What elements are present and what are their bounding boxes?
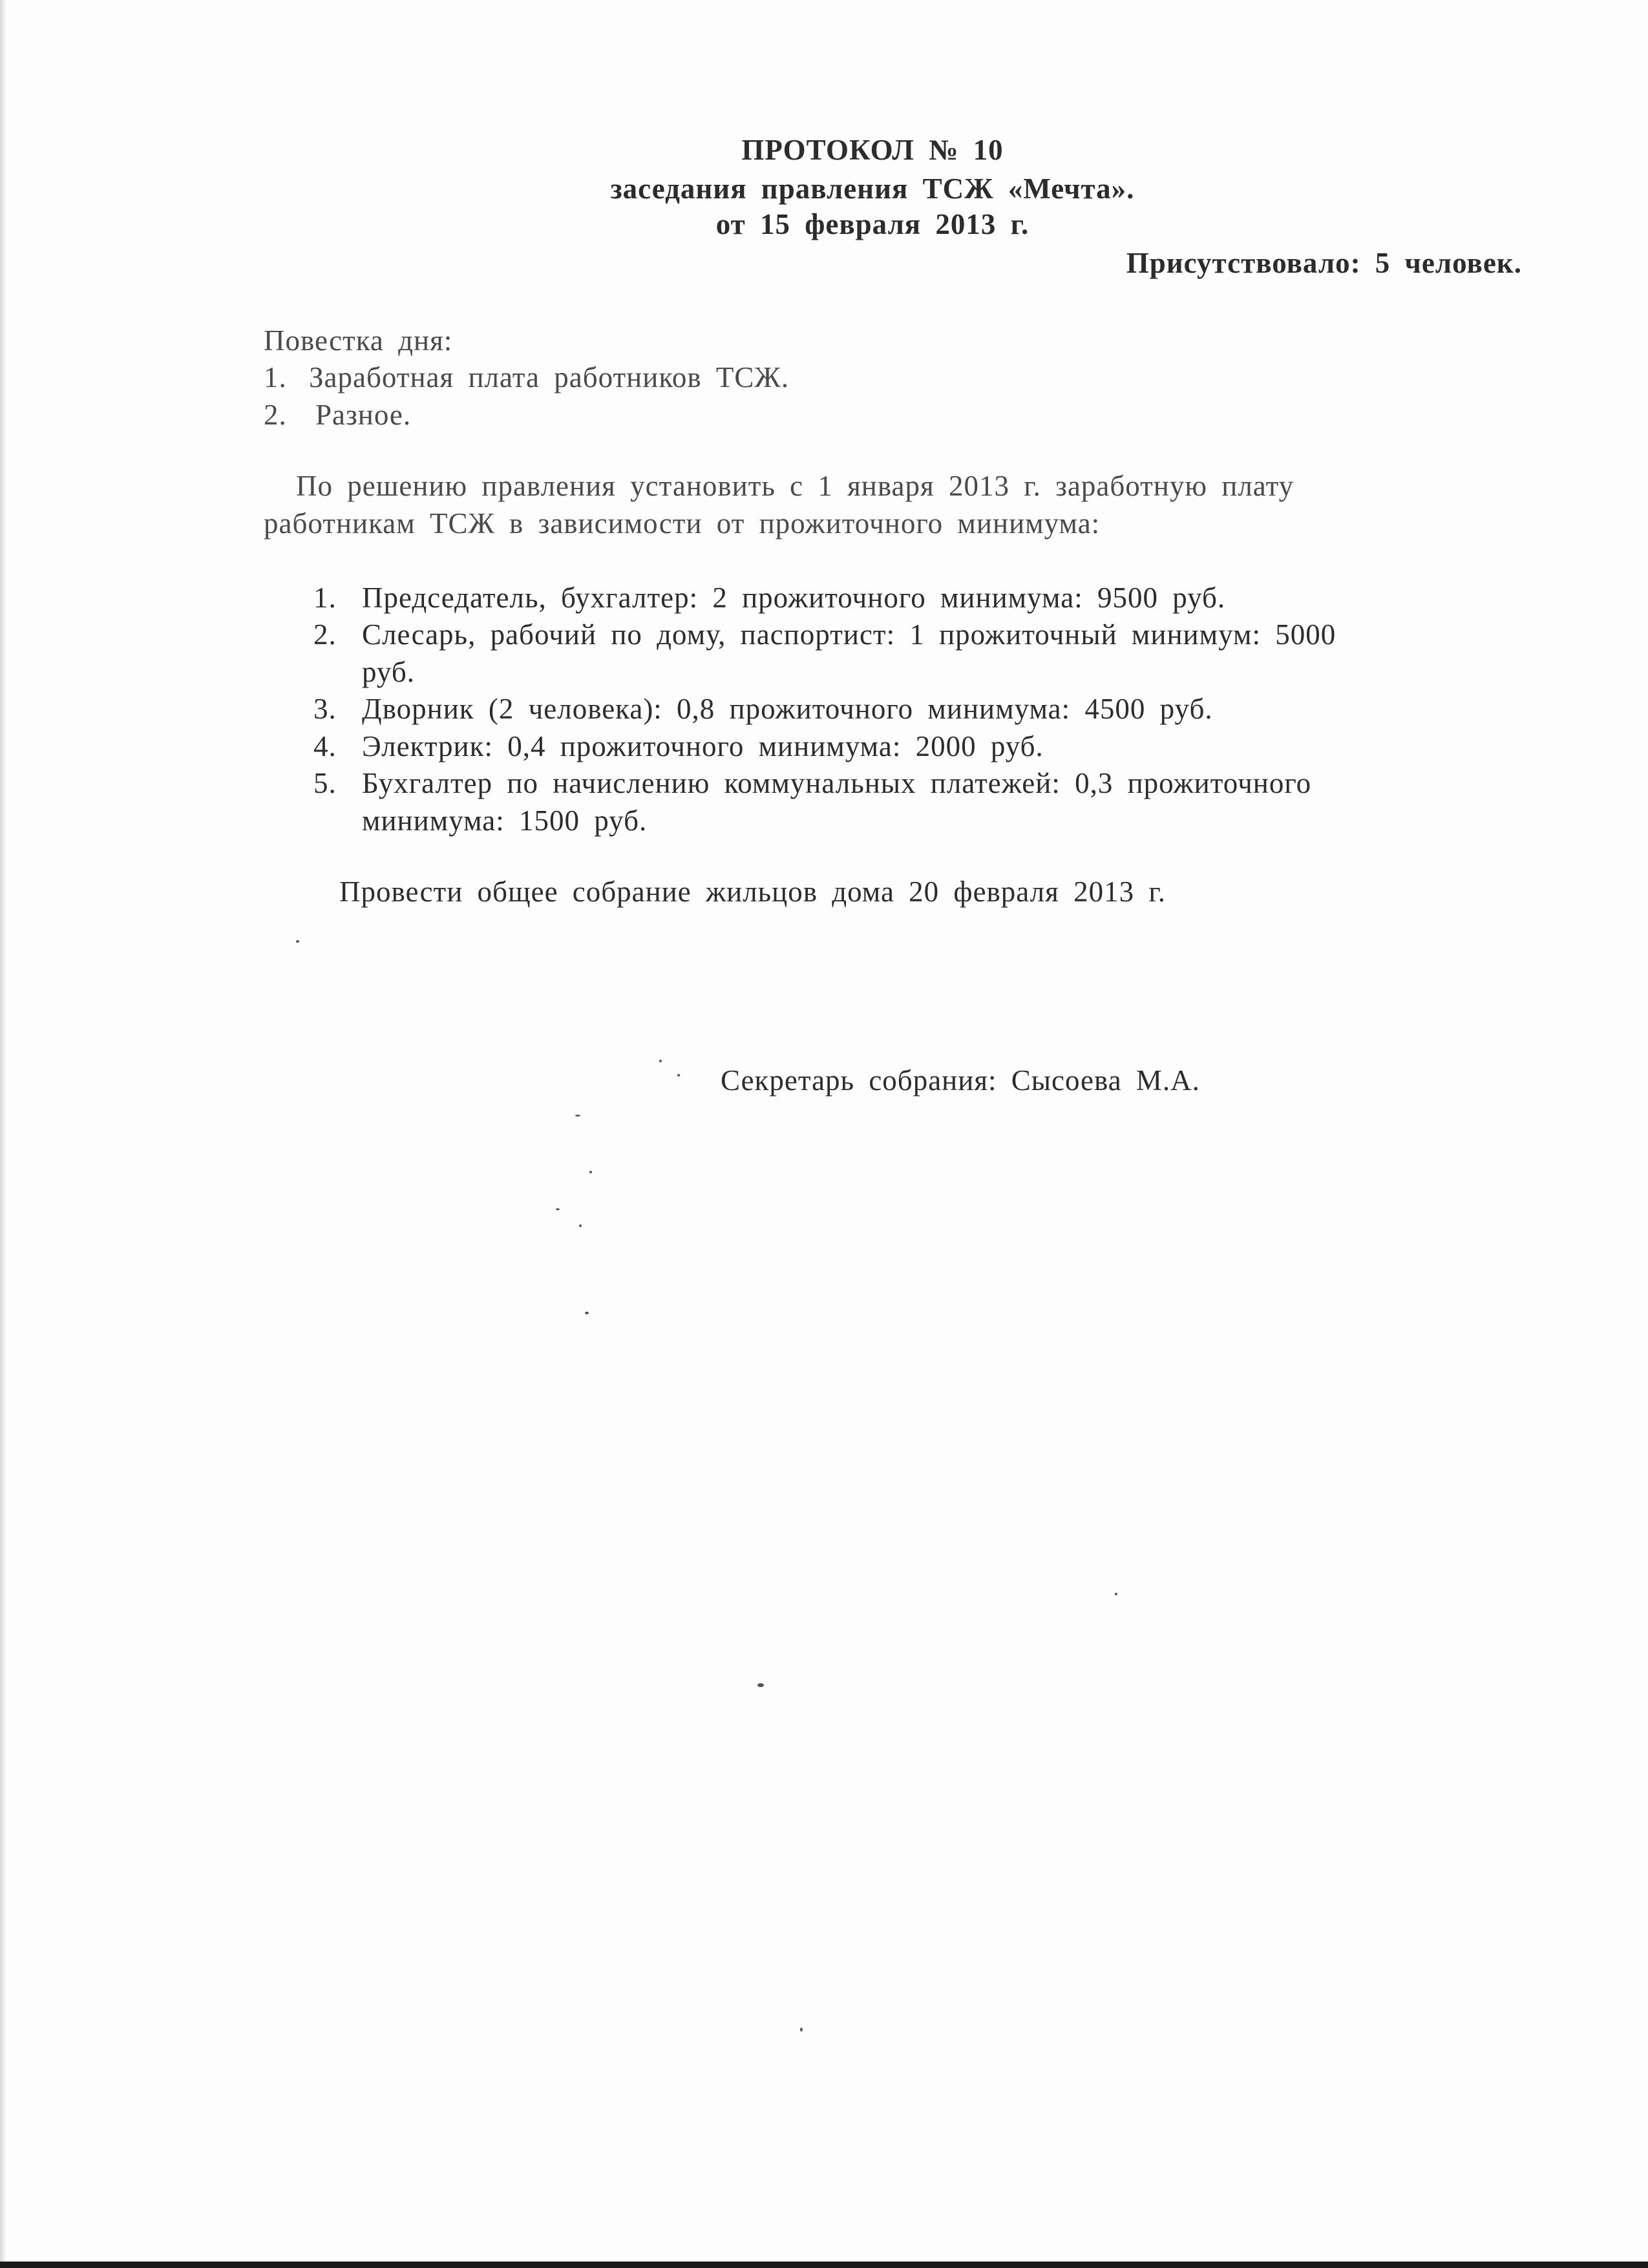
scan-speck: [677, 1074, 680, 1076]
agenda-item-text: Разное.: [315, 399, 412, 431]
scan-speck: [579, 1224, 582, 1227]
salary-item-text: Слесарь, рабочий по дому, паспортист: 1 прожиточный минимум: 5000: [362, 618, 1336, 651]
salary-item-number: 5.: [313, 767, 337, 799]
scan-speck: [589, 1171, 592, 1173]
salary-item-text: Электрик: 0,4 прожиточного минимума: 2000 руб.: [362, 730, 1044, 762]
general-meeting-line: Провести общее собрание жильцов дома 20 февраля 2013 г.: [339, 876, 1166, 908]
scan-speck: [556, 1208, 560, 1210]
decision-line-1: По решению правления установить с 1 января 2013 г. заработную плату: [296, 470, 1294, 502]
scan-speck: [575, 1115, 580, 1117]
scan-speck: [659, 1060, 662, 1062]
decision-line-2: работникам ТСЖ в зависимости от прожиточного минимума:: [264, 507, 1101, 540]
secretary-signature: Секретарь собрания: Сысоева М.А.: [721, 1064, 1200, 1097]
scan-edge-bottom: [0, 2262, 1648, 2268]
salary-item-number: 1.: [313, 582, 337, 614]
salary-item-text: Бухгалтер по начислению коммунальных платежей: 0,3 прожиточного: [362, 767, 1312, 799]
salary-item-text-continued: руб.: [362, 656, 415, 688]
agenda-item-text: Заработная плата работников ТСЖ.: [309, 361, 789, 394]
attendance-line: Присутствовало: 5 человек.: [1126, 247, 1522, 279]
scan-speck: [1115, 1593, 1117, 1595]
scan-speck: [757, 1683, 764, 1687]
salary-item-number: 4.: [313, 730, 337, 762]
scan-speck: [800, 2028, 803, 2032]
salary-item-text-continued: минимума: 1500 руб.: [362, 804, 648, 837]
agenda-heading: Повестка дня:: [264, 324, 453, 357]
scan-edge-left: [0, 0, 6, 2268]
protocol-subtitle: заседания правления ТСЖ «Мечта».: [610, 173, 1135, 205]
protocol-date: от 15 февраля 2013 г.: [715, 208, 1030, 240]
salary-item-number: 3.: [313, 693, 337, 725]
salary-item-number: 2.: [313, 618, 337, 651]
salary-item-text: Председатель, бухгалтер: 2 прожиточного минимума: 9500 руб.: [362, 582, 1226, 614]
scan-speck: [296, 940, 299, 943]
scan-speck: [585, 1312, 589, 1314]
agenda-item-number: 1.: [264, 361, 287, 394]
protocol-title: ПРОТОКОЛ № 10: [741, 134, 1004, 166]
salary-item-text: Дворник (2 человека): 0,8 прожиточного минимума: 4500 руб.: [362, 693, 1213, 725]
agenda-item-number: 2.: [264, 399, 287, 431]
